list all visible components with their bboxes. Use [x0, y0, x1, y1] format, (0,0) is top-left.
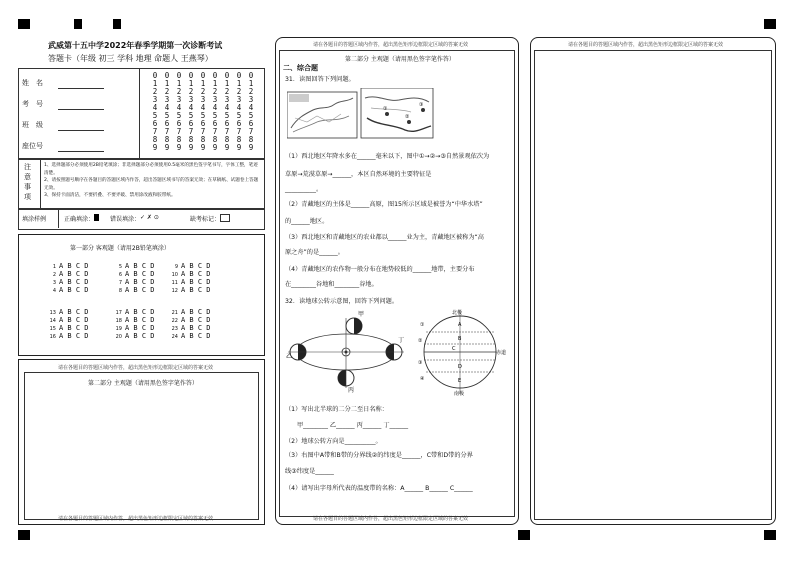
mc-question-number: 16 [49, 334, 56, 340]
fill-wrong-marks: ✓ ✗ ⊙ [140, 214, 159, 221]
registration-mark [18, 19, 30, 29]
mc-question-row[interactable] [168, 262, 211, 270]
registration-mark [518, 530, 530, 540]
digit-bubble[interactable]: 8 [200, 135, 206, 144]
mc-question-row[interactable] [112, 286, 155, 294]
mc-options[interactable]: A B C D [181, 324, 211, 332]
fill-correct-label: 正确填涂： [64, 216, 95, 223]
warning-text: 请在各题目的答题区域内作答，超出黑色矩形边框限定区域的答案无效 [313, 516, 469, 522]
exam-number-column[interactable] [150, 72, 160, 152]
digit-bubble[interactable]: 7 [212, 127, 218, 136]
exam-number-column[interactable] [162, 72, 172, 152]
digit-bubble[interactable]: 1 [224, 79, 230, 88]
digit-bubble[interactable]: 1 [200, 79, 206, 88]
digit-bubble[interactable]: 9 [224, 143, 230, 152]
zones-diagram [418, 306, 508, 396]
mc-question-row[interactable] [46, 324, 89, 332]
q32-line: 甲________ 乙______ 丙______ 丁______ [297, 422, 409, 429]
mc-question-row[interactable] [46, 316, 89, 324]
registration-mark [74, 19, 82, 29]
digit-bubble[interactable]: 9 [164, 143, 170, 152]
mc-options[interactable]: A B C D [59, 262, 89, 270]
mc-question-row[interactable] [46, 262, 89, 270]
mc-question-number: 21 [171, 310, 178, 316]
zone-label-A: A [458, 322, 462, 328]
zone-label-c3: ③ [418, 360, 423, 366]
digit-bubble[interactable]: 3 [188, 95, 194, 104]
mc-question-number: 11 [171, 280, 178, 286]
digit-bubble[interactable]: 6 [236, 119, 242, 128]
fill-wrong-label: 错误填涂： [110, 216, 141, 223]
digit-bubble[interactable]: 6 [188, 119, 194, 128]
mc-options[interactable]: A B C D [59, 332, 89, 340]
digit-bubble[interactable]: 6 [212, 119, 218, 128]
mc-options[interactable]: A B C D [125, 308, 155, 316]
field-examno-input[interactable] [58, 109, 104, 110]
mc-options[interactable]: A B C D [125, 316, 155, 324]
mc-options[interactable]: A B C D [181, 332, 211, 340]
digit-bubble[interactable]: 6 [152, 119, 158, 128]
field-name-input[interactable] [58, 88, 104, 89]
digit-bubble[interactable]: 2 [224, 87, 230, 96]
digit-bubble[interactable]: 8 [212, 135, 218, 144]
digit-bubble[interactable]: 9 [176, 143, 182, 152]
warning-text: 请在各题目的答题区域内作答，超出黑色矩形边框限定区域的答案无效 [313, 42, 469, 48]
digit-bubble[interactable]: 6 [248, 119, 254, 128]
map-right [361, 88, 433, 138]
digit-bubble[interactable]: 0 [176, 71, 182, 80]
mc-question-row[interactable] [168, 270, 211, 278]
digit-bubble[interactable]: 0 [188, 71, 194, 80]
notes-text [44, 162, 259, 200]
mc-options[interactable]: A B C D [125, 262, 155, 270]
exam-number-column[interactable] [246, 72, 256, 152]
exam-subtitle: 答题卡（年级 初三 学科 地理 命题人 王燕琴） [48, 54, 213, 63]
field-name-label: 姓 名 [22, 79, 43, 87]
digit-bubble[interactable]: 2 [236, 87, 242, 96]
mc-question-number: 22 [171, 318, 178, 324]
zone-label-C: C [452, 346, 456, 352]
digit-bubble[interactable]: 7 [188, 127, 194, 136]
digit-bubble[interactable]: 1 [176, 79, 182, 88]
fill-example-divider [18, 208, 59, 228]
digit-bubble[interactable]: 3 [224, 95, 230, 104]
mc-question-row[interactable] [112, 316, 155, 324]
map-label-2: ② [405, 114, 410, 120]
digit-bubble[interactable]: 5 [188, 111, 194, 120]
digit-bubble[interactable]: 5 [164, 111, 170, 120]
digit-bubble[interactable]: 3 [200, 95, 206, 104]
q31-line: 草原→荒漠草原→______，本区自然环境的主要特征是 [285, 171, 432, 178]
q31-line: （1）西北地区年降水多在______毫米以下，图中①→②→③自然景观依次为 [285, 153, 490, 160]
digit-bubble[interactable]: 5 [176, 111, 182, 120]
mc-question-row[interactable] [168, 324, 211, 332]
q31-intro: 31．读图回答下列问题。 [285, 76, 355, 83]
mc-options[interactable]: A B C D [181, 278, 211, 286]
digit-bubble[interactable]: 3 [176, 95, 182, 104]
earth-top-icon [346, 318, 362, 334]
digit-bubble[interactable]: 9 [236, 143, 242, 152]
mc-question-number: 3 [52, 280, 56, 286]
digit-bubble[interactable]: 7 [224, 127, 230, 136]
mc-question-row[interactable] [112, 324, 155, 332]
warning-text: 请在各题目的答题区域内作答，超出黑色矩形边框限定区域的答案无效 [568, 42, 724, 48]
digit-bubble[interactable]: 8 [152, 135, 158, 144]
exam-title: 武威第十五中学2022年春季学期第一次诊断考试 [48, 41, 223, 50]
digit-bubble[interactable]: 9 [200, 143, 206, 152]
field-examno-label: 考 号 [22, 100, 43, 108]
digit-bubble[interactable]: 5 [236, 111, 242, 120]
digit-bubble[interactable]: 0 [152, 71, 158, 80]
exam-number-column[interactable] [210, 72, 220, 152]
orbit-diagram [284, 308, 410, 394]
digit-bubble[interactable]: 1 [212, 79, 218, 88]
zone-label-D: D [458, 364, 462, 370]
mc-question-row[interactable] [112, 278, 155, 286]
digit-bubble[interactable]: 4 [212, 103, 218, 112]
zone-label-c1: ① [420, 322, 425, 328]
orbit-label-ding: 丁 [398, 337, 405, 344]
mc-options[interactable]: A B C D [181, 316, 211, 324]
digit-bubble[interactable]: 4 [164, 103, 170, 112]
digit-bubble[interactable]: 2 [212, 87, 218, 96]
digit-bubble[interactable]: 5 [200, 111, 206, 120]
digit-bubble[interactable]: 4 [152, 103, 158, 112]
mc-question-row[interactable] [46, 270, 89, 278]
field-class-input[interactable] [58, 130, 104, 131]
mc-options[interactable]: A B C D [59, 316, 89, 324]
q32-intro: 32．读地球公转示意图，回答下列问题。 [285, 298, 399, 305]
note-line: 2、请按照题号顺序在各题目的答题区域内作答，超出答题区域书写的答案无效；在草稿纸、试题卷上答题无效。 [44, 178, 259, 191]
digit-bubble[interactable]: 6 [164, 119, 170, 128]
digit-bubble[interactable]: 8 [176, 135, 182, 144]
mc-question-number: 20 [115, 334, 122, 340]
mc-question-number: 13 [49, 310, 56, 316]
digit-bubble[interactable]: 0 [164, 71, 170, 80]
digit-bubble[interactable]: 3 [248, 95, 254, 104]
field-class-label: 班 级 [22, 121, 43, 129]
registration-mark [764, 19, 776, 29]
digit-bubble[interactable]: 0 [224, 71, 230, 80]
zone-label-c4: ④ [420, 376, 425, 382]
digit-bubble[interactable]: 2 [248, 87, 254, 96]
mc-question-number: 24 [171, 334, 178, 340]
map-label-3: ③ [419, 102, 424, 108]
mc-options[interactable]: A B C D [59, 278, 89, 286]
digit-bubble[interactable]: 4 [248, 103, 254, 112]
digit-bubble[interactable]: 1 [236, 79, 242, 88]
mc-options[interactable]: A B C D [125, 278, 155, 286]
mc-question-row[interactable] [112, 270, 155, 278]
digit-bubble[interactable]: 6 [176, 119, 182, 128]
mc-question-row[interactable] [168, 286, 211, 294]
section-heading: 二、综合题 [283, 64, 318, 72]
fill-example-label: 填涂样例 [22, 216, 47, 223]
digit-bubble[interactable]: 4 [188, 103, 194, 112]
exam-number-column[interactable] [222, 72, 232, 152]
digit-bubble[interactable]: 2 [200, 87, 206, 96]
mc-options[interactable]: A B C D [181, 262, 211, 270]
digit-bubble[interactable]: 9 [212, 143, 218, 152]
digit-bubble[interactable]: 9 [248, 143, 254, 152]
field-seat-label: 座位号 [22, 142, 43, 150]
digit-bubble[interactable]: 1 [164, 79, 170, 88]
exam-number-column[interactable] [174, 72, 184, 152]
q32-line: 线③纬度是______ [285, 468, 334, 475]
mc-options[interactable]: A B C D [59, 286, 89, 294]
part1-title: 第一部分 客观题（请用2B铅笔填涂） [70, 245, 170, 252]
digit-bubble[interactable]: 3 [164, 95, 170, 104]
q31-line: （4）青藏地区的农作物一般分布在地势较低的______地带，主要分布 [285, 266, 475, 273]
mc-question-number: 19 [115, 326, 122, 332]
digit-bubble[interactable]: 7 [176, 127, 182, 136]
q31-line: 的______地区。 [285, 218, 329, 225]
warning-text: 请在各题目的答题区域内作答，超出黑色矩形边框限定区域的答案无效 [58, 516, 214, 522]
q31-line: 原之舟”的是______。 [285, 249, 344, 256]
digit-bubble[interactable]: 0 [248, 71, 254, 80]
mc-question-number: 8 [118, 288, 122, 294]
mc-question-number: 5 [118, 264, 122, 270]
digit-bubble[interactable]: 0 [236, 71, 242, 80]
digit-bubble[interactable]: 2 [176, 87, 182, 96]
digit-bubble[interactable]: 3 [152, 95, 158, 104]
digit-bubble[interactable]: 4 [236, 103, 242, 112]
warning-text: 请在各题目的答题区域内作答，超出黑色矩形边框限定区域的答案无效 [58, 365, 214, 371]
digit-bubble[interactable]: 3 [236, 95, 242, 104]
mc-options[interactable]: A B C D [125, 286, 155, 294]
digit-bubble[interactable]: 1 [152, 79, 158, 88]
exam-number-column[interactable] [234, 72, 244, 152]
fill-correct-mark [94, 214, 99, 221]
digit-bubble[interactable]: 7 [152, 127, 158, 136]
mc-options[interactable]: A B C D [125, 324, 155, 332]
q31-line: （3）西北地区和青藏地区的农业都以______业为主，青藏地区被称为“高 [285, 234, 484, 241]
digit-bubble[interactable]: 6 [200, 119, 206, 128]
zone-label-north: 北极 [452, 310, 463, 316]
mc-options[interactable]: A B C D [181, 308, 211, 316]
orbit-label-yi: 乙 [286, 353, 293, 360]
q31-line: （2）青藏地区的主体是______高原，图15所示区域是被誉为“中华水塔” [285, 201, 483, 208]
map-label-1: ① [383, 106, 388, 112]
digit-bubble[interactable]: 0 [212, 71, 218, 80]
digit-bubble[interactable]: 8 [164, 135, 170, 144]
part2-title: 第二部分 主观题（请用黑色签字笔作答） [345, 56, 455, 63]
digit-bubble[interactable]: 2 [164, 87, 170, 96]
q31-line: 在________谷地和________谷地。 [285, 281, 378, 288]
mc-question-number: 2 [52, 272, 56, 278]
mc-options[interactable]: A B C D [181, 286, 211, 294]
mc-question-row[interactable] [46, 308, 89, 316]
digit-bubble[interactable]: 6 [224, 119, 230, 128]
mc-question-row[interactable] [168, 278, 211, 286]
digit-bubble[interactable]: 8 [236, 135, 242, 144]
digit-bubble[interactable]: 7 [200, 127, 206, 136]
q32-line: （2）地球公转方向是__________。 [285, 438, 382, 445]
orbit-label-jia: 甲 [358, 311, 365, 318]
digit-bubble[interactable]: 2 [188, 87, 194, 96]
mc-question-row[interactable] [168, 332, 211, 340]
map-figure [287, 88, 435, 142]
mc-question-number: 17 [115, 310, 122, 316]
digit-bubble[interactable]: 5 [152, 111, 158, 120]
note-line: 3、保持卡面清洁，不要折叠、不要弄破、禁用涂改液和胶带纸。 [44, 193, 176, 198]
digit-bubble[interactable]: 7 [164, 127, 170, 136]
digit-bubble[interactable]: 4 [200, 103, 206, 112]
mc-question-row[interactable] [46, 332, 89, 340]
answer-area[interactable] [24, 372, 259, 520]
digit-bubble[interactable]: 9 [188, 143, 194, 152]
answer-area[interactable] [534, 50, 772, 520]
part2-left-title: 第二部分 主观题（请用黑色签字笔作答） [88, 380, 198, 387]
digit-bubble[interactable]: 5 [224, 111, 230, 120]
mc-question-row[interactable] [112, 332, 155, 340]
mc-question-number: 4 [52, 288, 56, 294]
mc-question-row[interactable] [112, 308, 155, 316]
digit-bubble[interactable]: 4 [224, 103, 230, 112]
digit-bubble[interactable]: 4 [176, 103, 182, 112]
mc-options[interactable]: A B C D [59, 270, 89, 278]
mc-question-row[interactable] [46, 286, 89, 294]
digit-bubble[interactable]: 1 [188, 79, 194, 88]
digit-bubble[interactable]: 8 [224, 135, 230, 144]
registration-mark [113, 19, 121, 29]
mc-question-row[interactable] [168, 316, 211, 324]
mc-options[interactable]: A B C D [59, 324, 89, 332]
mc-question-number: 9 [174, 264, 178, 270]
mc-question-row[interactable] [46, 278, 89, 286]
zone-label-south: 南极 [454, 391, 465, 396]
zone-label-c2: ② [418, 338, 423, 344]
zone-label-B: B [458, 336, 462, 342]
q32-line: （3）右图中A带和B带的分界线②的纬度是______，C带和D带的分界 [285, 452, 473, 459]
digit-bubble[interactable]: 1 [248, 79, 254, 88]
mc-question-number: 12 [171, 288, 178, 294]
digit-bubble[interactable]: 0 [200, 71, 206, 80]
q32-line: （4）请写出字母所代表的温度带的名称：A______ B______ C______ [285, 485, 473, 492]
mc-question-number: 7 [118, 280, 122, 286]
mc-question-number: 10 [171, 272, 178, 278]
mc-question-number: 14 [49, 318, 56, 324]
field-seat-input[interactable] [58, 151, 104, 152]
mc-question-row[interactable] [168, 308, 211, 316]
zone-label-E: E [458, 378, 462, 384]
mc-question-number: 15 [49, 326, 56, 332]
mc-question-number: 23 [171, 326, 178, 332]
orbit-label-bing: 丙 [348, 387, 355, 394]
registration-mark [764, 530, 776, 540]
mc-question-number: 18 [115, 318, 122, 324]
exam-number-column[interactable] [186, 72, 196, 152]
notes-label: 注意事项 [24, 163, 31, 201]
note-line: 1、选择题部分必须使用2B铅笔填涂；非选择题部分必须使用0.5毫米的黑色签字笔书写，字体工整，笔迹清楚。 [44, 163, 258, 176]
digit-bubble[interactable]: 3 [212, 95, 218, 104]
q32-line: （1）写出北半球的二分二至日名称： [285, 406, 388, 413]
mc-options[interactable]: A B C D [59, 308, 89, 316]
digit-bubble[interactable]: 8 [188, 135, 194, 144]
mc-question-number: 6 [118, 272, 122, 278]
exam-number-column[interactable] [198, 72, 208, 152]
mc-question-row[interactable] [112, 262, 155, 270]
digit-bubble[interactable]: 5 [248, 111, 254, 120]
mc-options[interactable]: A B C D [125, 270, 155, 278]
absent-mark-label: 缺考标记： [190, 216, 221, 223]
digit-bubble[interactable]: 2 [152, 87, 158, 96]
mc-question-number: 1 [52, 264, 56, 270]
digit-bubble[interactable]: 5 [212, 111, 218, 120]
mc-options[interactable]: A B C D [125, 332, 155, 340]
zone-label-equator: 赤道 [496, 350, 507, 356]
q31-line: __________。 [285, 186, 323, 193]
mc-options[interactable]: A B C D [181, 270, 211, 278]
absent-mark-box[interactable] [220, 214, 230, 222]
digit-bubble[interactable]: 8 [248, 135, 254, 144]
digit-bubble[interactable]: 7 [248, 127, 254, 136]
digit-bubble[interactable]: 9 [152, 143, 158, 152]
digit-bubble[interactable]: 7 [236, 127, 242, 136]
registration-mark [18, 530, 30, 540]
